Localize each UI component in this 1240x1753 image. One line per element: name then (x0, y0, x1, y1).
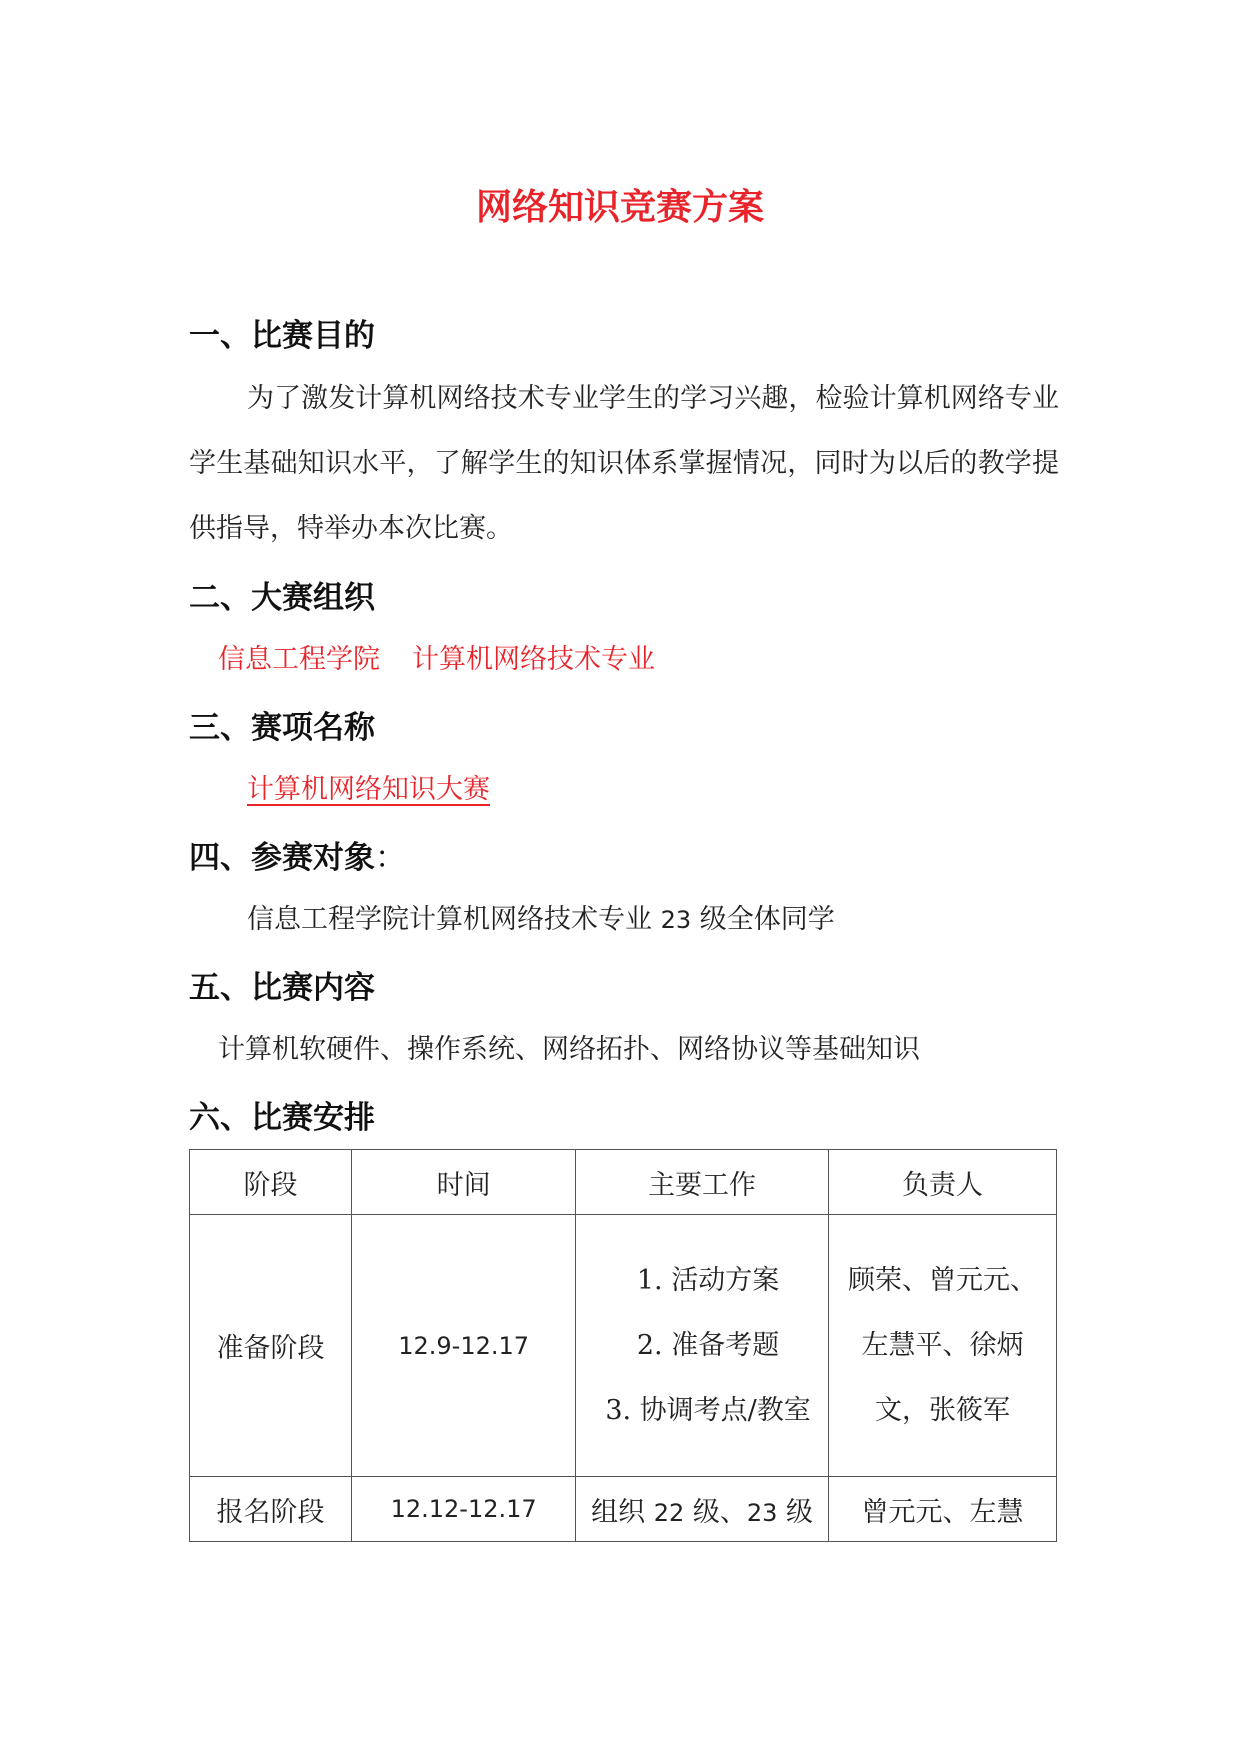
document-title: 网络知识竞赛方案 (475, 187, 764, 228)
work-text-c: 级 (785, 1496, 813, 1528)
work-cell (576, 1477, 829, 1542)
work-text-b: 级、 (692, 1496, 747, 1528)
content-text: 计算机软硬件、操作系统、网络拓扑、网络协议等基础知识 (218, 1034, 920, 1065)
column-header-work: 主要工作 (576, 1150, 829, 1215)
work-item: 1. 活动方案 (636, 1265, 780, 1296)
heading-purpose: 一、比赛目的 (189, 318, 375, 354)
work-grade-2: 23 (746, 1498, 778, 1527)
participants-heading-colon: ： (375, 840, 406, 876)
purpose-paragraph: 为了激发计算机网络技术专业学生的学习兴趣，检验计算机网络专业学生基础知识水平，了解学生的知识体系掌握情况，同时为以后的教学提供指导，特举办本次比赛。 (189, 383, 1059, 544)
time-cell: 12.9-12.17 (352, 1215, 576, 1477)
organization-line (218, 640, 655, 680)
heading-content: 五、比赛内容 (189, 970, 375, 1006)
work-item: 2. 准备考题 (636, 1330, 780, 1361)
participants-text-b: 级全体同学 (699, 904, 835, 935)
heading-organization: 二、大赛组织 (189, 580, 375, 616)
owner-cell: 曾元元、左慧 (828, 1477, 1056, 1542)
column-header-owner: 负责人 (828, 1150, 1056, 1215)
participants-grade: 23 (660, 906, 692, 934)
participants-text-a: 信息工程学院计算机网络技术专业 (247, 904, 652, 935)
table-header-row (190, 1150, 1057, 1215)
column-header-time: 时间 (352, 1150, 576, 1215)
column-header-stage: 阶段 (190, 1150, 352, 1215)
work-text-a: 组织 (591, 1496, 646, 1528)
table-row (190, 1215, 1057, 1477)
stage-cell: 准备阶段 (190, 1215, 352, 1477)
heading-event-name: 三、赛项名称 (189, 710, 375, 746)
stage-cell: 报名阶段 (190, 1477, 352, 1542)
participants-text (247, 900, 835, 940)
owner-cell: 顾荣、曾元元、左慧平、徐炳文，张筱军 (828, 1215, 1056, 1477)
event-name-text: 计算机网络知识大赛 (247, 774, 490, 805)
heading-schedule: 六、比赛安排 (189, 1100, 375, 1136)
heading-participants (189, 838, 406, 878)
table-row (190, 1477, 1057, 1542)
work-grade-1: 22 (653, 1498, 685, 1527)
organization-school: 信息工程学院 (218, 644, 380, 675)
participants-heading-text: 四、参赛对象 (189, 840, 375, 876)
organization-major: 计算机网络技术专业 (412, 644, 655, 675)
schedule-table (189, 1149, 1057, 1542)
time-cell: 12.12-12.17 (352, 1477, 576, 1542)
work-cell (576, 1215, 829, 1477)
work-item: 3. 协调考点/教室 (605, 1395, 811, 1426)
